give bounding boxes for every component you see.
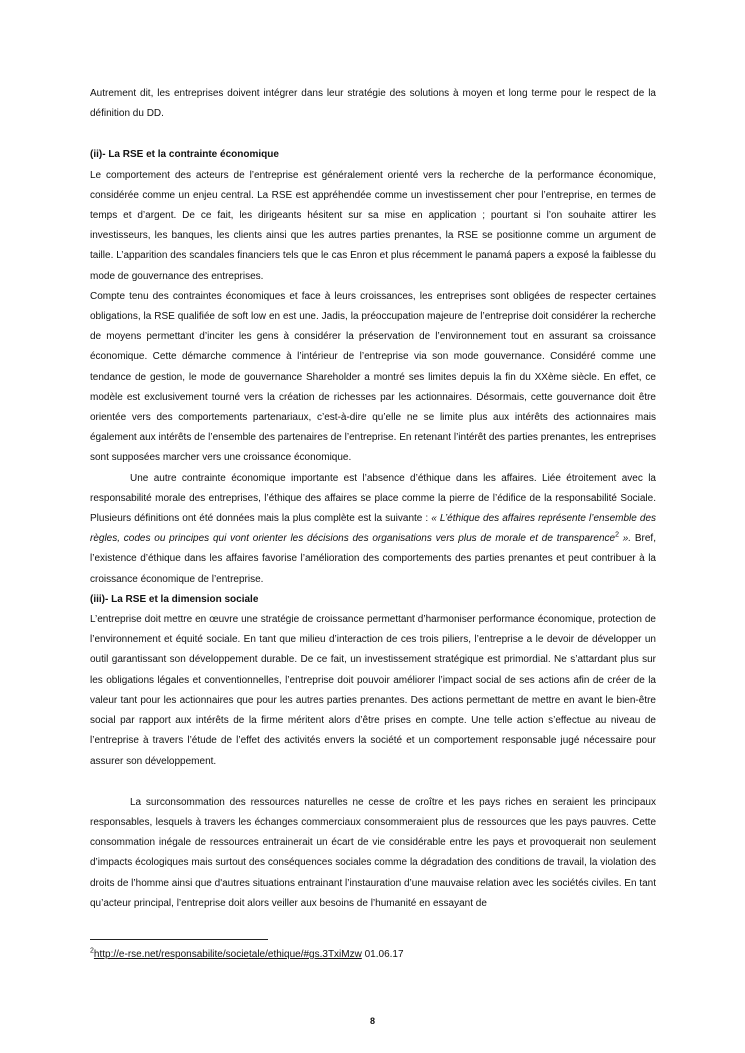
paragraph-social-1: L’entreprise doit mettre en œuvre une stratégie de croissance permettant d’harmoniser performance économique, protection de l’environnement et équité sociale. En tant que milieu d’interaction de ces trois piliers, l’entreprise a le devoir de développer un outil garantissant son développement durable. De ce fait, un investissement stratégique est primordial. Ne s’attardant plus sur les obligations légales et conventionnelles, l’entreprise doit pouvoir améliorer l’impact social de ses actions afin de créer de la valeur tant pour les actionnaires que pour les autres parties prenantes. Des actions permettant de mettre en avant le bien-être social par rapport aux intérêts de la firme méritent alors d’être prises en compte. Une telle action s’effectue au niveau de l’entreprise à travers l’étude de l’effet des activités envers la société et un comportement responsable jugé nécessaire pour assurer son développement. xyxy=(90,614,656,767)
paragraph-economic-1: Le comportement des acteurs de l’entreprise est généralement orienté vers la recherche de la performance économique, considérée comme un enjeu central. La RSE est appréhendée comme un investissement cher pour l’entreprise, en termes de temps et d’argent. De ce fait, les dirigeants hésitent sur sa mise en application ; pourtant si l’on souhaite attirer les investisseurs, les banques, les clients ainsi que les autres parties prenantes, la RSE se positionne comme un argument de taille. L’apparition des scandales financiers tels que le cas Enron et plus récemment le panamá papers a exposé la faiblesse du mode de gouvernance des entreprises. xyxy=(90,169,656,282)
footnote xyxy=(90,948,404,962)
page-number: 8 xyxy=(369,1016,375,1026)
ethics-definition-quote: « L’éthique des affaires représente l’ensemble des règles, codes ou principes qui vont orienter les décisions des organisations vers plus de morale et de transparence xyxy=(90,513,657,545)
footnote-date: 01.06.17 xyxy=(361,949,404,960)
footnote-separator xyxy=(90,939,268,940)
footnote-reference[interactable]: 2 xyxy=(615,531,619,539)
footnote-number: 2 xyxy=(90,947,94,955)
section-heading-social: (iii)- La RSE et la dimension sociale xyxy=(90,593,259,605)
paragraph-economic-2: Compte tenu des contraintes économiques et face à leurs croissances, les entreprises sont obligées de respecter certaines obligations, la RSE qualifiée de soft low en est une. Jadis, la préoccupation majeure de l’entreprise doit considérer la recherche de moyens permettant d’inciter les gens à considérer la préservation de l’environnement tout en assurant sa croissance économique. Cette démarche commence à l’intérieur de l’entreprise via son mode gouvernance. Considéré comme une tendance de gestion, le mode de gouvernance Shareholder a montré ses limites depuis la fin du XXème siècle. En effet, ce modèle est exclusivement tourné vers la création de richesses par les actionnaires. Désormais, cette gouvernance doit être orientée vers des comportements partenariaux, c’est-à-dire qu’elle ne se limite plus aux intérêts des actionnaires mais également aux intérêts de l’ensemble des partenaires de l’entreprise. En retenant l’intérêt des parties prenantes, les entreprises sont supposées marcher vers une croissance économique. xyxy=(90,290,656,464)
paragraph-ethics-text: Une autre contrainte économique importante est l’absence d’éthique dans les affaires. Liée étroitement avec la responsabilité morale des entreprises, l’éthique des affaires se place comme la pierre de l’édifice de la responsabilité Sociale. Plusieurs définitions ont été données mais la plus complète est la suivante : xyxy=(90,472,656,525)
quote-close: ». xyxy=(618,533,632,545)
section-heading-economic: (ii)- La RSE et la contrainte économique xyxy=(90,149,279,161)
spacer xyxy=(90,772,656,793)
document-body xyxy=(90,84,656,914)
footnote-link[interactable]: http://e-rse.net/responsabilite/societale/ethique/#gs.3TxiMzw xyxy=(93,949,362,960)
paragraph-ethics-conclusion: Bref, l’existence d’éthique dans les affaires favorise l’amélioration des comportements des parties prenantes et peut contribuer à la croissance économique de l’entreprise. xyxy=(90,533,656,585)
paragraph-economic-3 xyxy=(90,469,656,590)
spacer xyxy=(90,124,656,145)
paragraph-social-2: La surconsommation des ressources naturelles ne cesse de croître et les pays riches en seraient les principaux responsables, lesquels à travers les échanges commerciaux consommeraient plus de ressources que les pays pauvres. Cette consommation inégale de ressources entrainerait un écart de vie considérable entre les pays et provoquerait non seulement d’impacts écologiques mais surtout des conséquences sociales comme la dégradation des conditions de travail, la violation des droits de l’homme ainsi que d'autres situations entrainant l’instauration d’une mauvaise relation avec les sociétés civiles. En tant qu’acteur principal, l’entreprise doit alors veiller aux besoins de l’humanité en essayant de xyxy=(90,796,656,909)
intro-paragraph: Autrement dit, les entreprises doivent intégrer dans leur stratégie des solutions à moyen et long terme pour le respect de la définition du DD. xyxy=(90,88,656,120)
